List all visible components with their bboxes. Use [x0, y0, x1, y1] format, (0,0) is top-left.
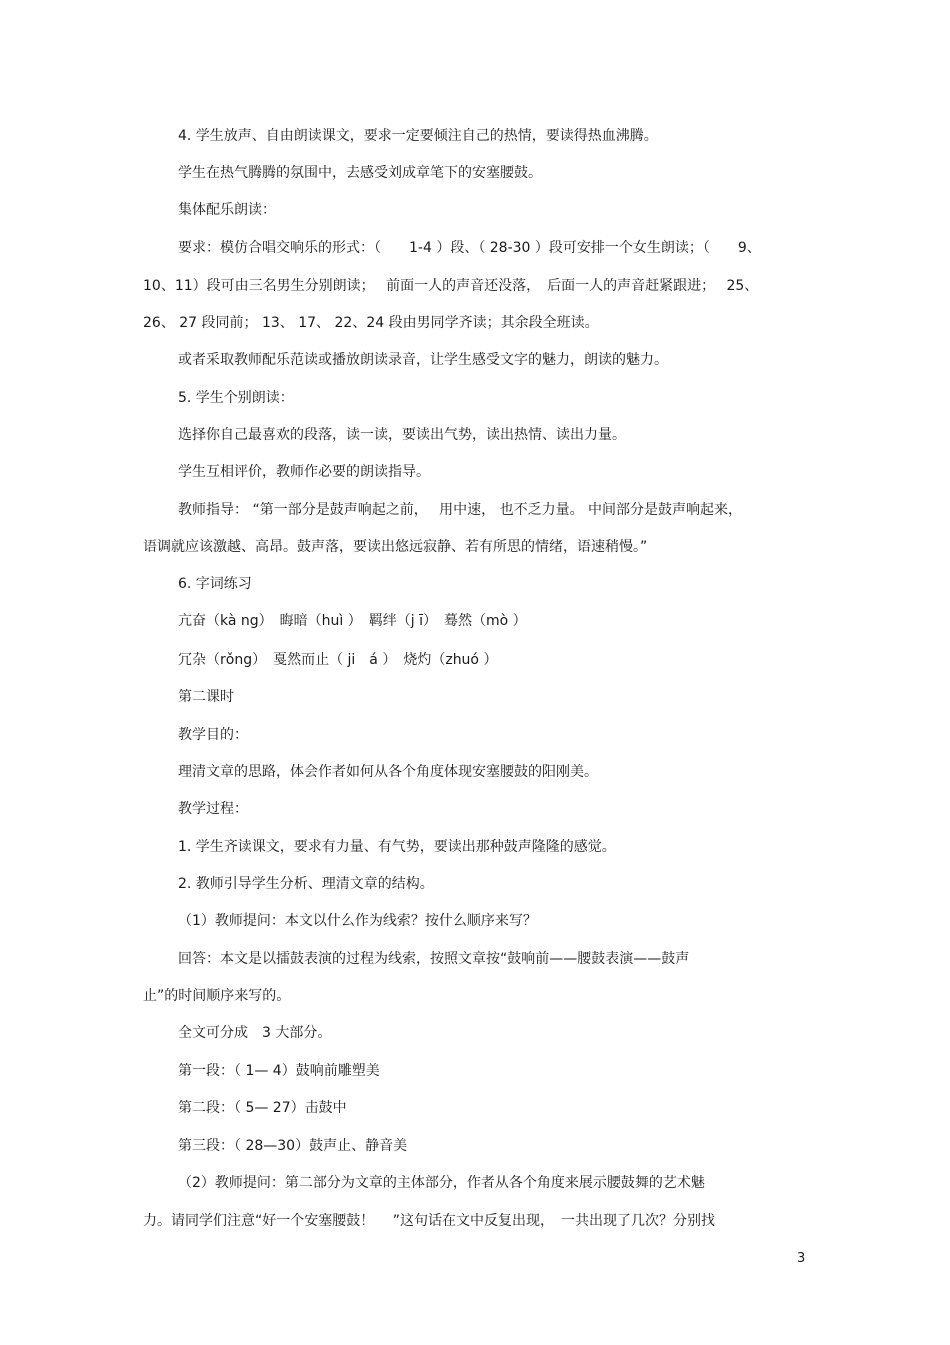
text-line: 第三段：（ 28—30）鼓声止、静音美 [178, 1138, 408, 1154]
text-line: 亢奋（kà ng） 晦暗（huì ） 羁绊（j ī） 蓦然（mò ） [178, 613, 527, 629]
text-line: 选择你自己最喜欢的段落，读一读，要读出气势，读出热情、读出力量。 [178, 427, 626, 443]
text-line: 学生在热气腾腾的氛围中，去感受刘成章笔下的安塞腰鼓。 [178, 165, 542, 181]
text-line: 教学过程： [178, 801, 248, 817]
text-line: 学生互相评价，教师作必要的朗读指导。 [178, 464, 430, 480]
text-line: 力。请同学们注意“好一个安塞腰鼓！ ”这句话在文中反复出现， 一共出现了几次？分别找 [143, 1213, 715, 1229]
text-line: （1）教师提问：本文以什么作为线索？按什么顺序来写？ [178, 913, 537, 929]
text-line: 10、11）段可由三名男生分别朗读； 前面一人的声音还没落， 后面一人的声音赶紧跟进； 25、 [143, 278, 759, 294]
text-line: 理清文章的思路，体会作者如何从各个角度体现安塞腰鼓的阳刚美。 [178, 764, 598, 780]
text-line: 1. 学生齐读课文，要求有力量、有气势，要读出那种鼓声隆隆的感觉。 [178, 839, 616, 855]
text-line: 4. 学生放声、自由朗读课文，要求一定要倾注自己的热情，要读得热血沸腾。 [178, 128, 658, 144]
text-line: 全文可分成 3 大部分。 [178, 1025, 332, 1041]
text-line: 或者采取教师配乐范读或播放朗读录音，让学生感受文字的魅力，朗读的魅力。 [178, 352, 668, 368]
text-line: 6. 字词练习 [178, 576, 252, 592]
text-line: 要求：模仿合唱交响乐的形式：（ 1-4 ）段、（ 28-30 ）段可安排一个女生朗读；（ 9、 [178, 240, 761, 256]
text-line: 冗杂（rǒng） 戛然而止（ ji á ） 烧灼（zhuó ） [178, 652, 498, 668]
text-line: 2. 教师引导学生分析、理清文章的结构。 [178, 876, 434, 892]
text-line: 集体配乐朗读： [178, 202, 276, 218]
text-line: 第一段：（ 1— 4）鼓响前雕塑美 [178, 1063, 380, 1079]
text-line: 止”的时间顺序来写的。 [143, 988, 291, 1004]
text-line: 语调就应该激越、高昂。鼓声落，要读出悠远寂静、若有所思的情绪，语速稍慢。” [143, 539, 648, 555]
text-line: （2）教师提问：第二部分为文章的主体部分，作者从各个角度来展示腰鼓舞的艺术魅 [178, 1175, 705, 1191]
page-number: 3 [797, 1251, 806, 1266]
text-line: 教学目的： [178, 727, 248, 743]
text-line: 教师指导： “第一部分是鼓声响起之前， 用中速， 也不乏力量。 中间部分是鼓声响起来， [178, 502, 743, 518]
text-line: 5. 学生个别朗读： [178, 390, 294, 406]
text-line: 回答：本文是以擂鼓表演的过程为线索，按照文章按“鼓响前——腰鼓表演——鼓声 [178, 951, 690, 967]
text-line: 第二段：（ 5— 27）击鼓中 [178, 1100, 347, 1116]
text-line: 26、 27 段同前； 13、 17、 22、24 段由男同学齐读；其余段全班读。 [143, 315, 599, 331]
section-heading: 第二课时 [178, 689, 234, 705]
